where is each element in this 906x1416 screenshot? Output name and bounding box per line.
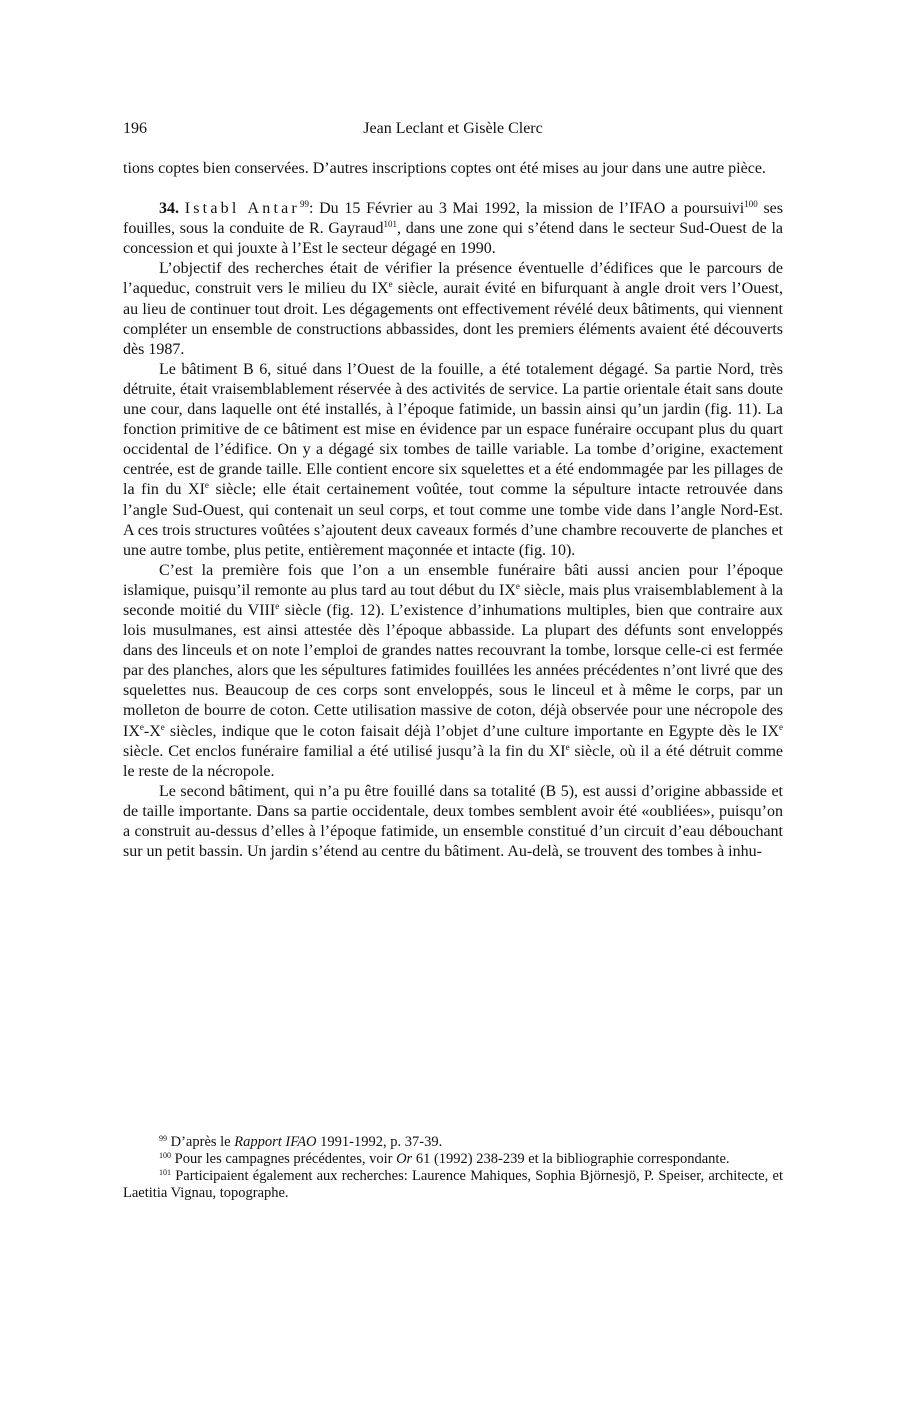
- place-name: Istabl Antar: [184, 200, 300, 218]
- text-run: ses fouilles, sous la conduite de R. Gayraud: [123, 200, 784, 238]
- paragraph-second-batiment: Le second bâtiment, qui n’a pu être fouillé dans sa totalité (B 5), est aussi d’origine abbasside et de taille importante. Dans sa partie occidentale, deux tombes semblent avoir été «oubliées», puisqu’on a construit au-dessus d’elles à l’époque fatimide, un ensemble constitué d’un circuit d’eau débouchant sur un petit bassin. Un jardin s’étend au centre du bâtiment. Au-delà, se trouvent des tombes à inhu-: [123, 782, 783, 861]
- paragraph-section-34: [123, 199, 783, 259]
- footnote-100: [123, 1151, 783, 1168]
- superscript-e: e: [204, 480, 209, 491]
- text-run: Le bâtiment B 6, situé dans l’Ouest de la fouille, a été totalement dégagé. Sa partie Nord, très détruite, était vraisemblablement réservée à des activités de service. La partie orientale était sans doute une cour, dans laquelle ont été installés, à l’époque fatimide, un bassin ainsi qu’un jardin (fig. 11). La fonction primitive de ce bâtiment est mise en évidence par un espace funéraire occupant plus du quart occidental de l’édifice. On y a dégagé six tombes de taille variable. La tombe d’origine, exactement centrée, est de grande taille. Elle contient encore six squelettes et a été endommagée par les pillages de la fin du XI: [123, 360, 783, 499]
- text-run: siècle. Cet enclos funéraire familial a été utilisé jusqu’à la fin du XI: [123, 742, 566, 760]
- paragraph-continuation: tions coptes bien conservées. D’autres inscriptions coptes ont été mises au jour dans une autre pièce.: [123, 160, 766, 177]
- superscript-e: e: [388, 279, 393, 290]
- footnote-101: [123, 1168, 783, 1202]
- footnote-number: 99: [159, 1134, 167, 1143]
- text-run: C’est la première fois que l’on a un ensemble funéraire bâti aussi ancien pour l’époque islamique, puisqu’il remonte au plus tard au tout début du IX: [123, 561, 783, 599]
- section-number: 34.: [159, 200, 179, 218]
- footnote-ref-99[interactable]: 99: [299, 199, 309, 210]
- text-run: siècle; elle était certainement voûtée, tout comme la sépulture intacte retrouvée dans l’angle Sud-Ouest, qui contenait un seul corps, et tout comme une tombe vide dans l’angle Nord-Est. A ces trois structures voûtées s’ajoutent deux caveaux formés d’une chambre recouverte de planches et une autre tombe, plus petite, entièrement maçonnée et intacte (fig. 10).: [123, 481, 784, 559]
- body-text: [123, 159, 783, 862]
- superscript-e: e: [275, 600, 280, 611]
- footnote-number: 101: [159, 1168, 171, 1177]
- text-run: siècle, où il a été détruit comme le reste de la nécropole.: [123, 742, 784, 780]
- superscript-e: e: [139, 721, 144, 732]
- text-run: -X: [143, 722, 161, 740]
- running-title: Jean Leclant et Gisèle Clerc: [363, 120, 543, 137]
- page-number: 196: [123, 120, 147, 137]
- superscript-e: e: [779, 721, 783, 732]
- text-run: , dans une zone qui s’étend dans le secteur Sud-Ouest de la concession et qui jouxte à l’Est le secteur dégagé en 1990.: [123, 220, 783, 258]
- text-run: 61 (1992) 238-239 et la bibliographie correspondante.: [412, 1151, 730, 1167]
- footnote-ref-100[interactable]: 100: [744, 199, 758, 210]
- text-run: Participaient également aux recherches: Laurence Mahiques, Sophia Björnesjö, P. Speiser, architecte, et Laetitia Vignau, topographe.: [123, 1168, 783, 1201]
- document-page: [123, 0, 783, 1416]
- footnote-99: [123, 1134, 783, 1151]
- paragraph-batiment-b6: [123, 360, 783, 561]
- footnote-ref-101[interactable]: 101: [383, 219, 397, 230]
- citation-title: Or: [396, 1151, 413, 1167]
- text-run: : Du 15 Février au 3 Mai 1992, la mission de l’IFAO a poursuivi: [308, 200, 745, 218]
- footnotes: [123, 1134, 783, 1202]
- text-run: 1991-1992, p. 37-39.: [316, 1134, 443, 1150]
- text-run: siècle (fig. 12). L’existence d’inhumations multiples, bien que contraire aux lois musulmanes, est ainsi attestée dès l’époque abbasside. La plupart des défunts sont enveloppés dans des linceuls et on note l’emploi de grandes nattes recouvrant la tombe, lorsque celle-ci est fermée par des planches, alors que les sépultures fatimides fouillées les années précédentes n’ont livré que des squelettes nus. Beaucoup de ces corps sont enveloppés, sous le linceul et à même le corps, par un molleton de bourre de coton. Cette utilisation massive de coton, déjà observée pour une nécropole des IX: [123, 601, 783, 740]
- text-run: siècle, mais plus vraisemblablement à la seconde moitié du VIII: [123, 581, 784, 619]
- text-run: D’après le: [167, 1134, 235, 1150]
- citation-title: Rapport IFAO: [234, 1134, 317, 1150]
- paragraph-objectif: [123, 259, 783, 359]
- superscript-e: e: [515, 580, 520, 591]
- text-run: siècle, aurait évité en bifurquant à angle droit vers l’Ouest, au lieu de continuer tout droit. Les dégagements ont effectivement révélé deux bâtiments, qui viennent compléter un ensemble de constructions abbassides, dont les premiers éléments avaient été découverts dès 1987.: [123, 280, 783, 358]
- text-run: Pour les campagnes précédentes, voir: [171, 1151, 397, 1167]
- superscript-e: e: [160, 721, 165, 732]
- text-run: siècles, indique que le coton faisait déjà l’objet d’une culture importante en Egypte dès le IX: [164, 722, 779, 740]
- text-run: L’objectif des recherches était de vérifier la présence éventuelle d’édifices que le parcours de l’aqueduc, construit vers le milieu du IX: [123, 260, 783, 298]
- running-head: [123, 117, 783, 141]
- superscript-e: e: [565, 741, 570, 752]
- footnote-number: 100: [159, 1151, 171, 1160]
- paragraph-ensemble-funeraire: [123, 561, 783, 782]
